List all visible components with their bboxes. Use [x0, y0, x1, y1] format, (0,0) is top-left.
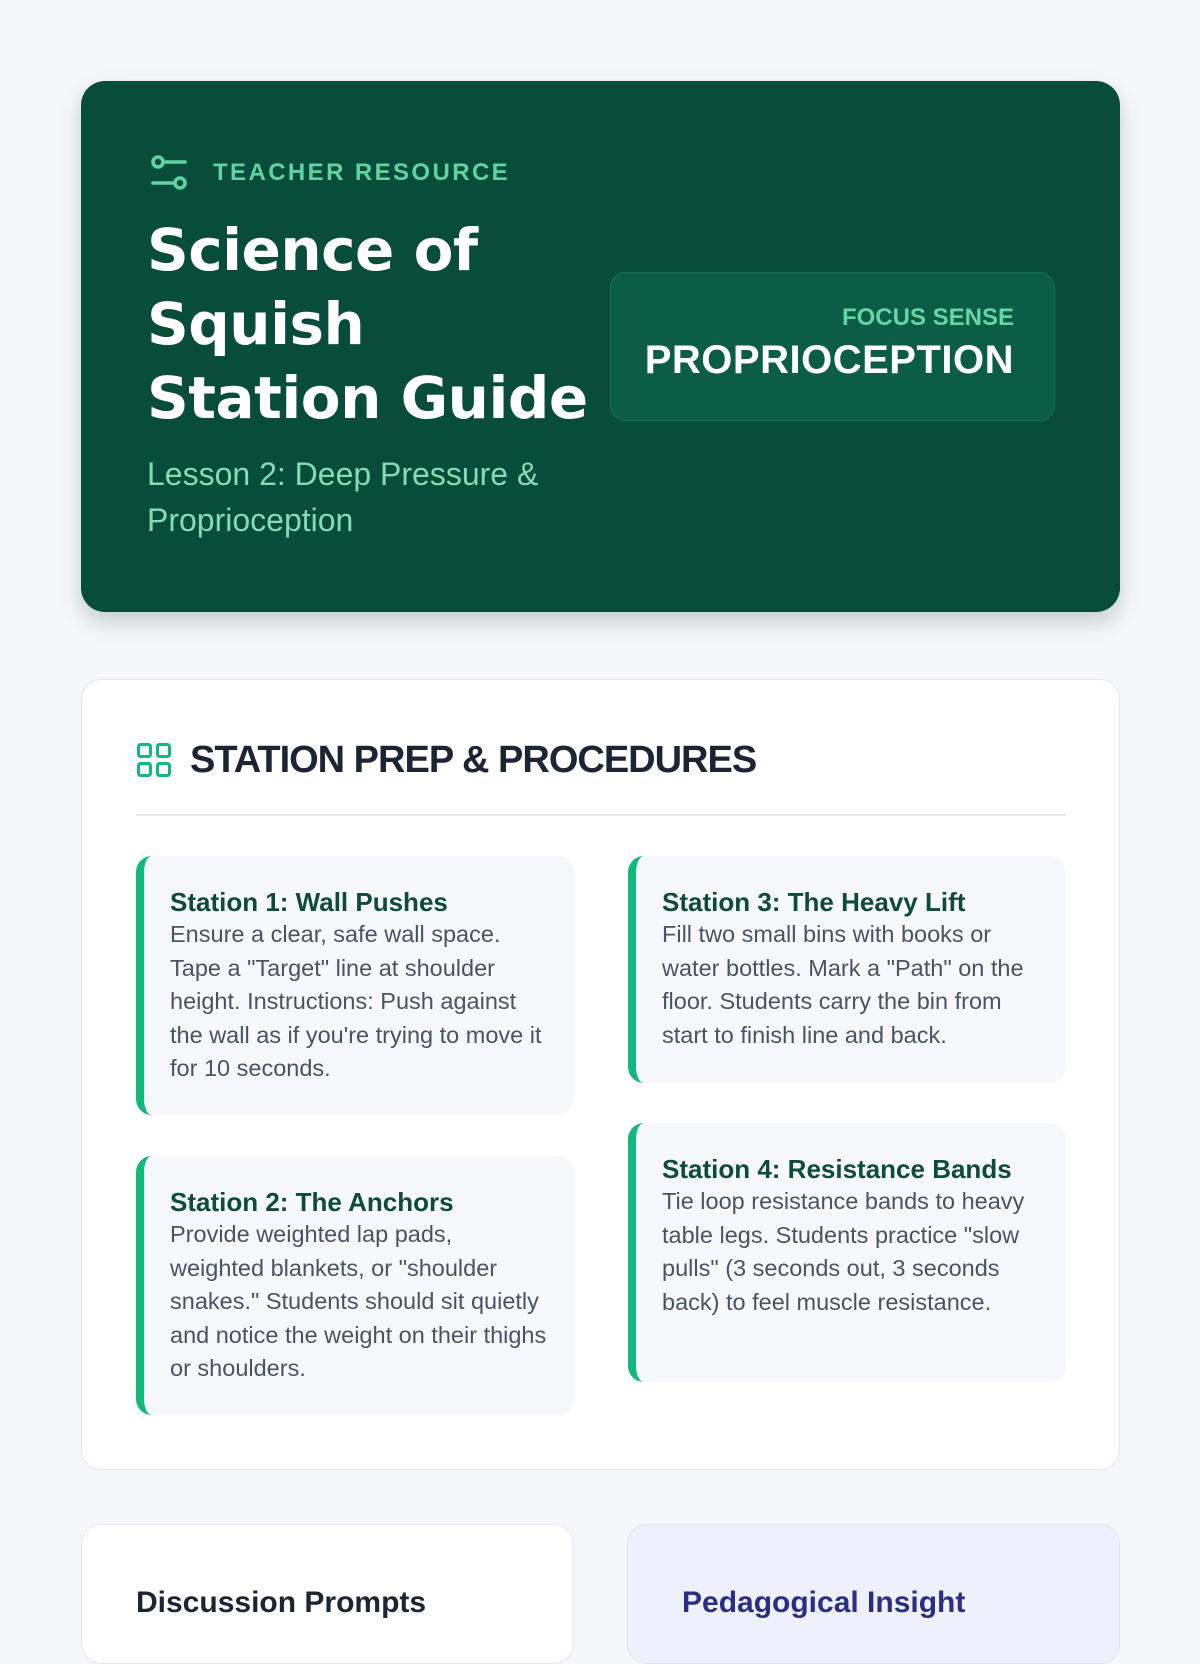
sliders-icon	[147, 151, 191, 195]
station-title: Station 2: The Anchors	[170, 1187, 454, 1217]
lesson-subtitle: Lesson 2: Deep Pressure & Proprioception	[147, 456, 539, 538]
focus-sense-label: FOCUS SENSE	[841, 304, 1014, 331]
section-title: STATION PREP & PROCEDURES	[190, 739, 757, 781]
eyebrow	[147, 151, 510, 195]
pedagogical-insight-card	[627, 1524, 1120, 1664]
discussion-title: Discussion Prompts	[136, 1586, 427, 1619]
section-header	[136, 736, 1066, 816]
grid-icon	[136, 742, 172, 778]
focus-sense-card	[610, 272, 1055, 421]
station-title: Station 3: The Heavy Lift	[662, 887, 966, 917]
station-prep-panel	[81, 679, 1120, 1470]
station-description: Fill two small bins with books or water bottles. Mark a "Path" on the floor. Students carry the bin from start to finish line and back.	[662, 921, 1024, 1048]
station-description: Tie loop resistance bands to heavy table legs. Students practice "slow pulls" (3 seconds out, 3 seconds back) to feel muscle resistance.	[662, 1188, 1025, 1315]
station-description: Provide weighted lap pads, weighted blankets, or "shoulder snakes." Students should sit quietly and notice the weight on their thighs or shoulders.	[170, 1221, 547, 1381]
hero-banner	[81, 81, 1120, 612]
station-card-3	[628, 856, 1066, 1083]
station-description: Ensure a clear, safe wall space. Tape a "Target" line at shoulder height. Instructions: Push against the wall as if you're trying to move it for 10 seconds.	[170, 921, 542, 1081]
insight-title: Pedagogical Insight	[682, 1586, 966, 1619]
station-title: Station 1: Wall Pushes	[170, 887, 448, 917]
discussion-prompts-card	[81, 1524, 574, 1664]
eyebrow-label: TEACHER RESOURCE	[213, 159, 511, 186]
station-card-1	[136, 856, 574, 1115]
station-title: Station 4: Resistance Bands	[662, 1154, 1012, 1184]
page-title: Science of Squish Station Guide	[147, 216, 588, 432]
focus-sense-value: PROPRIOCEPTION	[644, 338, 1014, 382]
station-card-4	[628, 1123, 1066, 1382]
station-card-2	[136, 1156, 574, 1415]
